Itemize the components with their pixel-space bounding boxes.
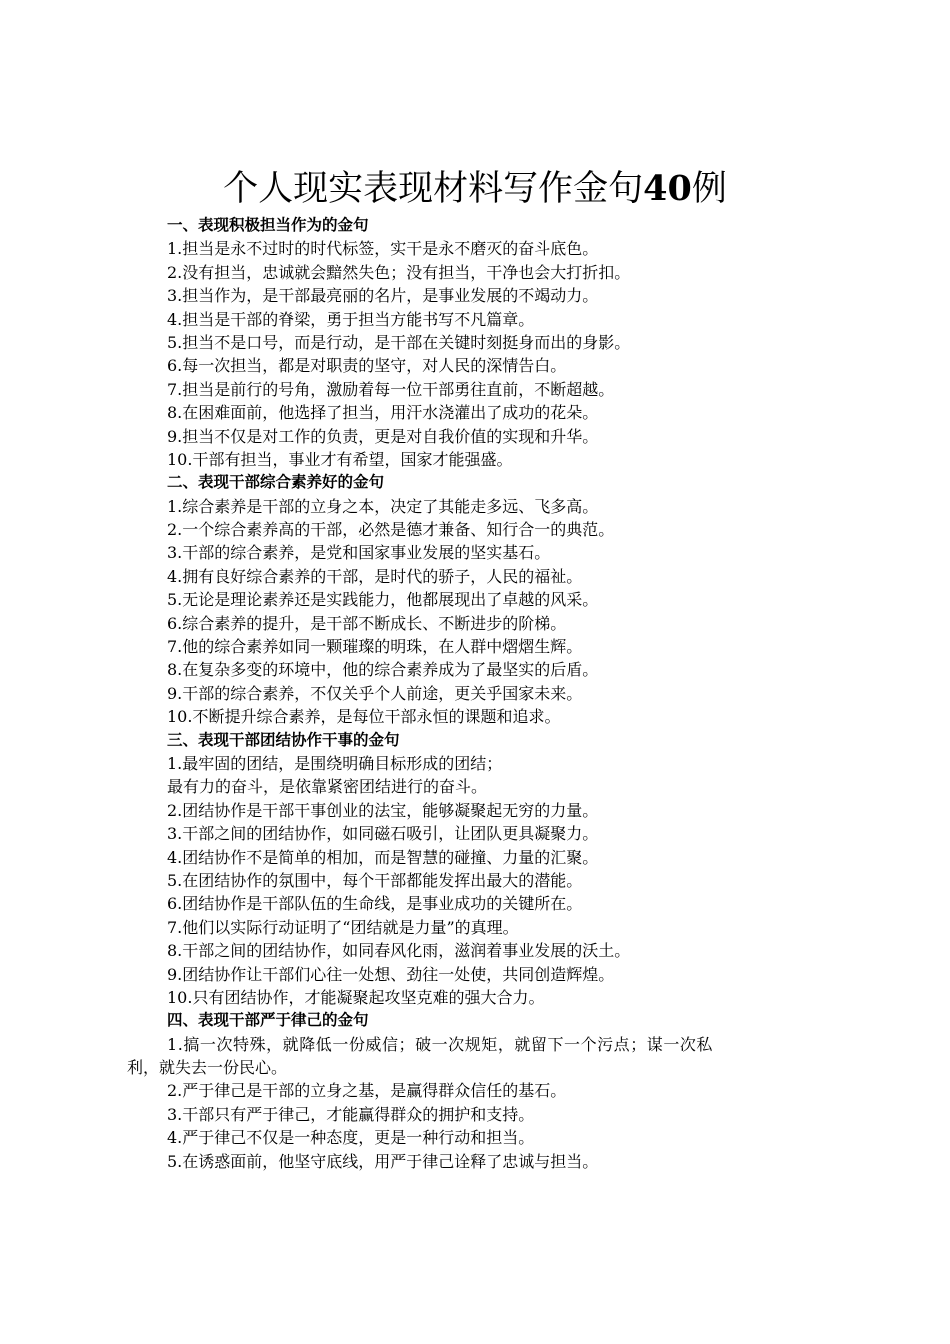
list-item: 4.团结协作不是简单的相加，而是智慧的碰撞、力量的汇聚。 <box>167 847 599 867</box>
list-item: 5.在团结协作的氛围中，每个干部都能发挥出最大的潜能。 <box>167 870 583 890</box>
list-item: 3.干部只有严于律己，才能赢得群众的拥护和支持。 <box>167 1104 535 1124</box>
list-item: 4.担当是干部的脊梁，勇于担当方能书写不凡篇章。 <box>167 309 535 329</box>
list-item: 1.担当是永不过时的时代标签，实干是永不磨灭的奋斗底色。 <box>167 239 599 259</box>
list-item: 5.在诱惑面前，他坚守底线，用严于律己诠释了忠诚与担当。 <box>167 1151 599 1171</box>
list-item: 1.最牢固的团结，是围绕明确目标形成的团结； <box>167 753 503 773</box>
list-item: 1.综合素养是干部的立身之本，决定了其能走多远、飞多高。 <box>167 496 599 516</box>
list-item: 4.拥有良好综合素养的干部，是时代的骄子，人民的福祉。 <box>167 566 583 586</box>
list-item: 4.严于律己不仅是一种态度，更是一种行动和担当。 <box>167 1128 535 1148</box>
list-item: 3.担当作为，是干部最亮丽的名片，是事业发展的不竭动力。 <box>167 286 599 306</box>
list-item: 9.团结协作让干部们心往一处想、劲往一处使，共同创造辉煌。 <box>167 964 615 984</box>
list-item: 6.团结协作是干部队伍的生命线，是事业成功的关键所在。 <box>167 894 583 914</box>
list-item: 3.干部之间的团结协作，如同磁石吸引，让团队更具凝聚力。 <box>167 824 599 844</box>
list-item: 5.无论是理论素养还是实践能力，他都展现出了卓越的风采。 <box>167 590 599 610</box>
list-item-continuation: 利，就失去一份民心。 <box>127 1058 288 1078</box>
title-number: 40 <box>643 168 692 209</box>
list-item: 7.担当是前行的号角，激励着每一位干部勇往直前，不断超越。 <box>167 379 615 399</box>
list-item: 10.不断提升综合素养，是每位干部永恒的课题和追求。 <box>167 707 561 727</box>
list-item: 最有力的奋斗，是依靠紧密团结进行的奋斗。 <box>167 777 488 797</box>
section-heading: 四、表现干部严于律己的金句 <box>167 1011 369 1030</box>
section-heading: 一、表现积极担当作为的金句 <box>167 216 369 234</box>
title-suffix: 例 <box>691 169 727 209</box>
list-item: 2.严于律己是干部的立身之基，是赢得群众信任的基石。 <box>167 1081 567 1101</box>
list-item: 8.在复杂多变的环境中，他的综合素养成为了最坚实的后盾。 <box>167 660 599 680</box>
page-title <box>0 166 950 212</box>
section-heading: 三、表现干部团结协作干事的金句 <box>167 730 400 749</box>
list-item: 8.在困难面前，他选择了担当，用汗水浇灌出了成功的花朵。 <box>167 403 599 423</box>
list-item: 7.他们以实际行动证明了“团结就是力量”的真理。 <box>167 917 519 937</box>
list-item: 8.干部之间的团结协作，如同春风化雨，滋润着事业发展的沃土。 <box>167 941 631 961</box>
list-item: 9.担当不仅是对工作的负责，更是对自我价值的实现和升华。 <box>167 426 599 446</box>
list-item: 2.团结协作是干部干事创业的法宝，能够凝聚起无穷的力量。 <box>167 800 599 820</box>
list-item: 5.担当不是口号，而是行动，是干部在关键时刻挺身而出的身影。 <box>167 332 631 352</box>
list-item: 7.他的综合素养如同一颗璀璨的明珠，在人群中熠熠生辉。 <box>167 637 583 657</box>
list-item: 6.综合素养的提升，是干部不断成长、不断进步的阶梯。 <box>167 613 567 633</box>
list-item: 9.干部的综合素养，不仅关乎个人前途，更关乎国家未来。 <box>167 683 583 703</box>
list-item: 3.干部的综合素养，是党和国家事业发展的坚实基石。 <box>167 543 551 563</box>
document-body <box>127 214 837 1173</box>
list-item: 10.只有团结协作，才能凝聚起攻坚克难的强大合力。 <box>167 987 545 1007</box>
list-item: 1.搞一次特殊，就降低一份威信；破一次规矩，就留下一个污点；谋一次私 <box>167 1034 713 1054</box>
list-item: 2.没有担当，忠诚就会黯然失色；没有担当，干净也会大打折扣。 <box>167 262 631 282</box>
section-heading: 二、表现干部综合素养好的金句 <box>167 473 385 492</box>
title-text: 个人现实表现材料写作金句 <box>223 169 644 209</box>
list-item: 10.干部有担当，事业才有希望，国家才能强盛。 <box>167 449 513 469</box>
list-item: 2.一个综合素养高的干部，必然是德才兼备、知行合一的典范。 <box>167 520 615 540</box>
list-item: 6.每一次担当，都是对职责的坚守，对人民的深情告白。 <box>167 356 567 376</box>
